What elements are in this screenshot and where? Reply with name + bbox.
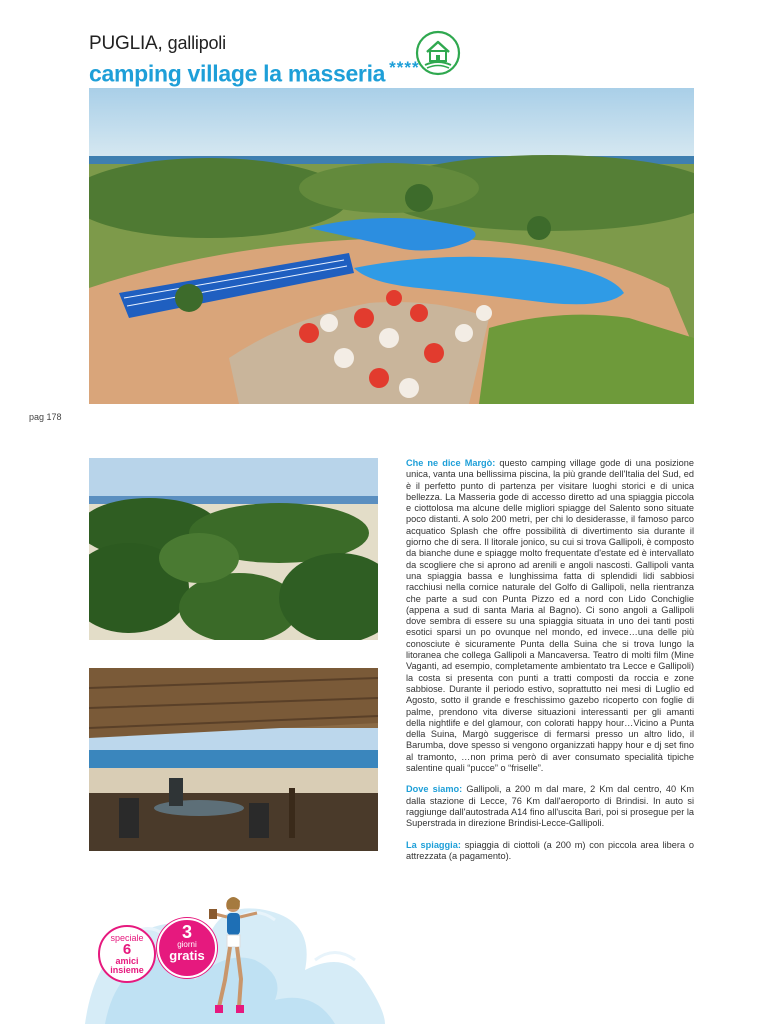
badge-friends-line2: insieme: [110, 965, 144, 975]
title-text: camping village la masseria: [89, 60, 386, 87]
region-line: [89, 32, 420, 55]
paragraph-intro: [406, 458, 694, 774]
photo-beach-gazebo: [89, 668, 378, 851]
woman-figure-illustration: [205, 895, 265, 1020]
beach-body: spiaggia di ciottoli (a 200 m) con piccola area libera o attrezzata (a pagamento).: [406, 839, 694, 861]
house-leaf-icon: [415, 30, 461, 76]
intro-lead: Che ne dice Margò:: [406, 458, 496, 468]
badge-friends-line1: amici: [115, 956, 139, 966]
page-title: [89, 55, 420, 87]
city-name: gallipoli: [167, 33, 226, 53]
paragraph-beach: [406, 840, 694, 863]
badge-days-text: gratis: [169, 948, 205, 963]
article-text: [406, 458, 694, 872]
star-rating: ****: [389, 58, 420, 77]
location-lead: Dove siamo:: [406, 784, 463, 795]
badge-friends: [98, 925, 156, 983]
region-name: PUGLIA,: [89, 33, 163, 54]
location-body: Gallipoli, a 200 m dal mare, 2 Km dal centro, 40 Km dalla stazione di Lecce, 76 Km dall'aeroporto di Brindisi. In auto si raggiunge dall'autostrada A14 fino all'uscita Bari, poi si prosegue per la Superstrada in direzione Brindisi-Lecce-Gallipoli.: [406, 784, 694, 829]
badge-friends-label: speciale: [110, 933, 144, 943]
main-photo-pool: [89, 88, 694, 404]
photo-pine-forest: [89, 458, 378, 640]
beach-lead: La spiaggia:: [406, 839, 461, 850]
badge-friends-number: 6: [122, 941, 132, 958]
page-number: pag 178: [29, 412, 62, 422]
header: [89, 32, 420, 87]
paragraph-location: [406, 784, 694, 829]
badge-days-number: 3: [181, 922, 192, 942]
intro-body: questo camping village gode di una posizione unica, vanta una bellissima piscina, la più grande dell'Italia del Sud, ed è il perfetto punto di partenza per visitare luoghi storici e di unica bellezza. La Masseria gode di accesso diretto ad una spiaggia piccola e ciottolosa ma alcune delle migliori spiagge del Salento sono situate poco distanti. A solo 200 metri, per chi lo desiderasse, il famoso parco acquatico Splash che offre possibilità di divertimento sia durante il giorno che di sera. Il litorale jonico, su cui si trova Gallipoli, è composto da bianche dune e spiagge molto frequentate d'estate ed è intervallato da scogliere che si aprono ad arenili e angoli nascosti. Gallipoli vanta una spiaggia bassa e lunghissima fatta di splendidi lidi sabbiosi racchiusi nella cornice naturale del Golfo di Gallipoli, nella rientranza che parte a sud con Punta Pizzo ed a nord con Lido Conchiglie (appena a sud di santa Maria al Bagno). Ci sono angoli a Gallipoli dove sembra di essere su una spiaggia situata in uno dei tanti posti esotici sparsi un po ovunque nel mondo, ed invece…una delle più conosciute è sicuramente Punta della Suina che si trova lungo la litoranea che collega Gallipoli a Mancaversa. Teatro di molti film (Mine Vaganti, ad esempio, completamente ambientato tra Lecce e Gallipoli) la costa si presenta con punti a tratti composti da roccia e zone sabbiose. Durante il periodo estivo, soprattutto nei mesi di Luglio ed Agosto, sotto il grande e freschissimo gazebo ricoperto con foglie di palme, prendono vita diverse situazioni interessanti per gli amanti della nightlife e del glamour, con colorati happy hour…Vicino a Punta della Suina, Margò suggerisce di fermarsi presso un altro lido, il Barumba, dove spesso si vengono organizzati happy hour e dj set fino al tramonto, …non prima però di aver consumato specialità tipiche salentine quali “pucce” o “friselle”.: [406, 458, 695, 774]
badge-days-label: giorni: [177, 940, 197, 949]
